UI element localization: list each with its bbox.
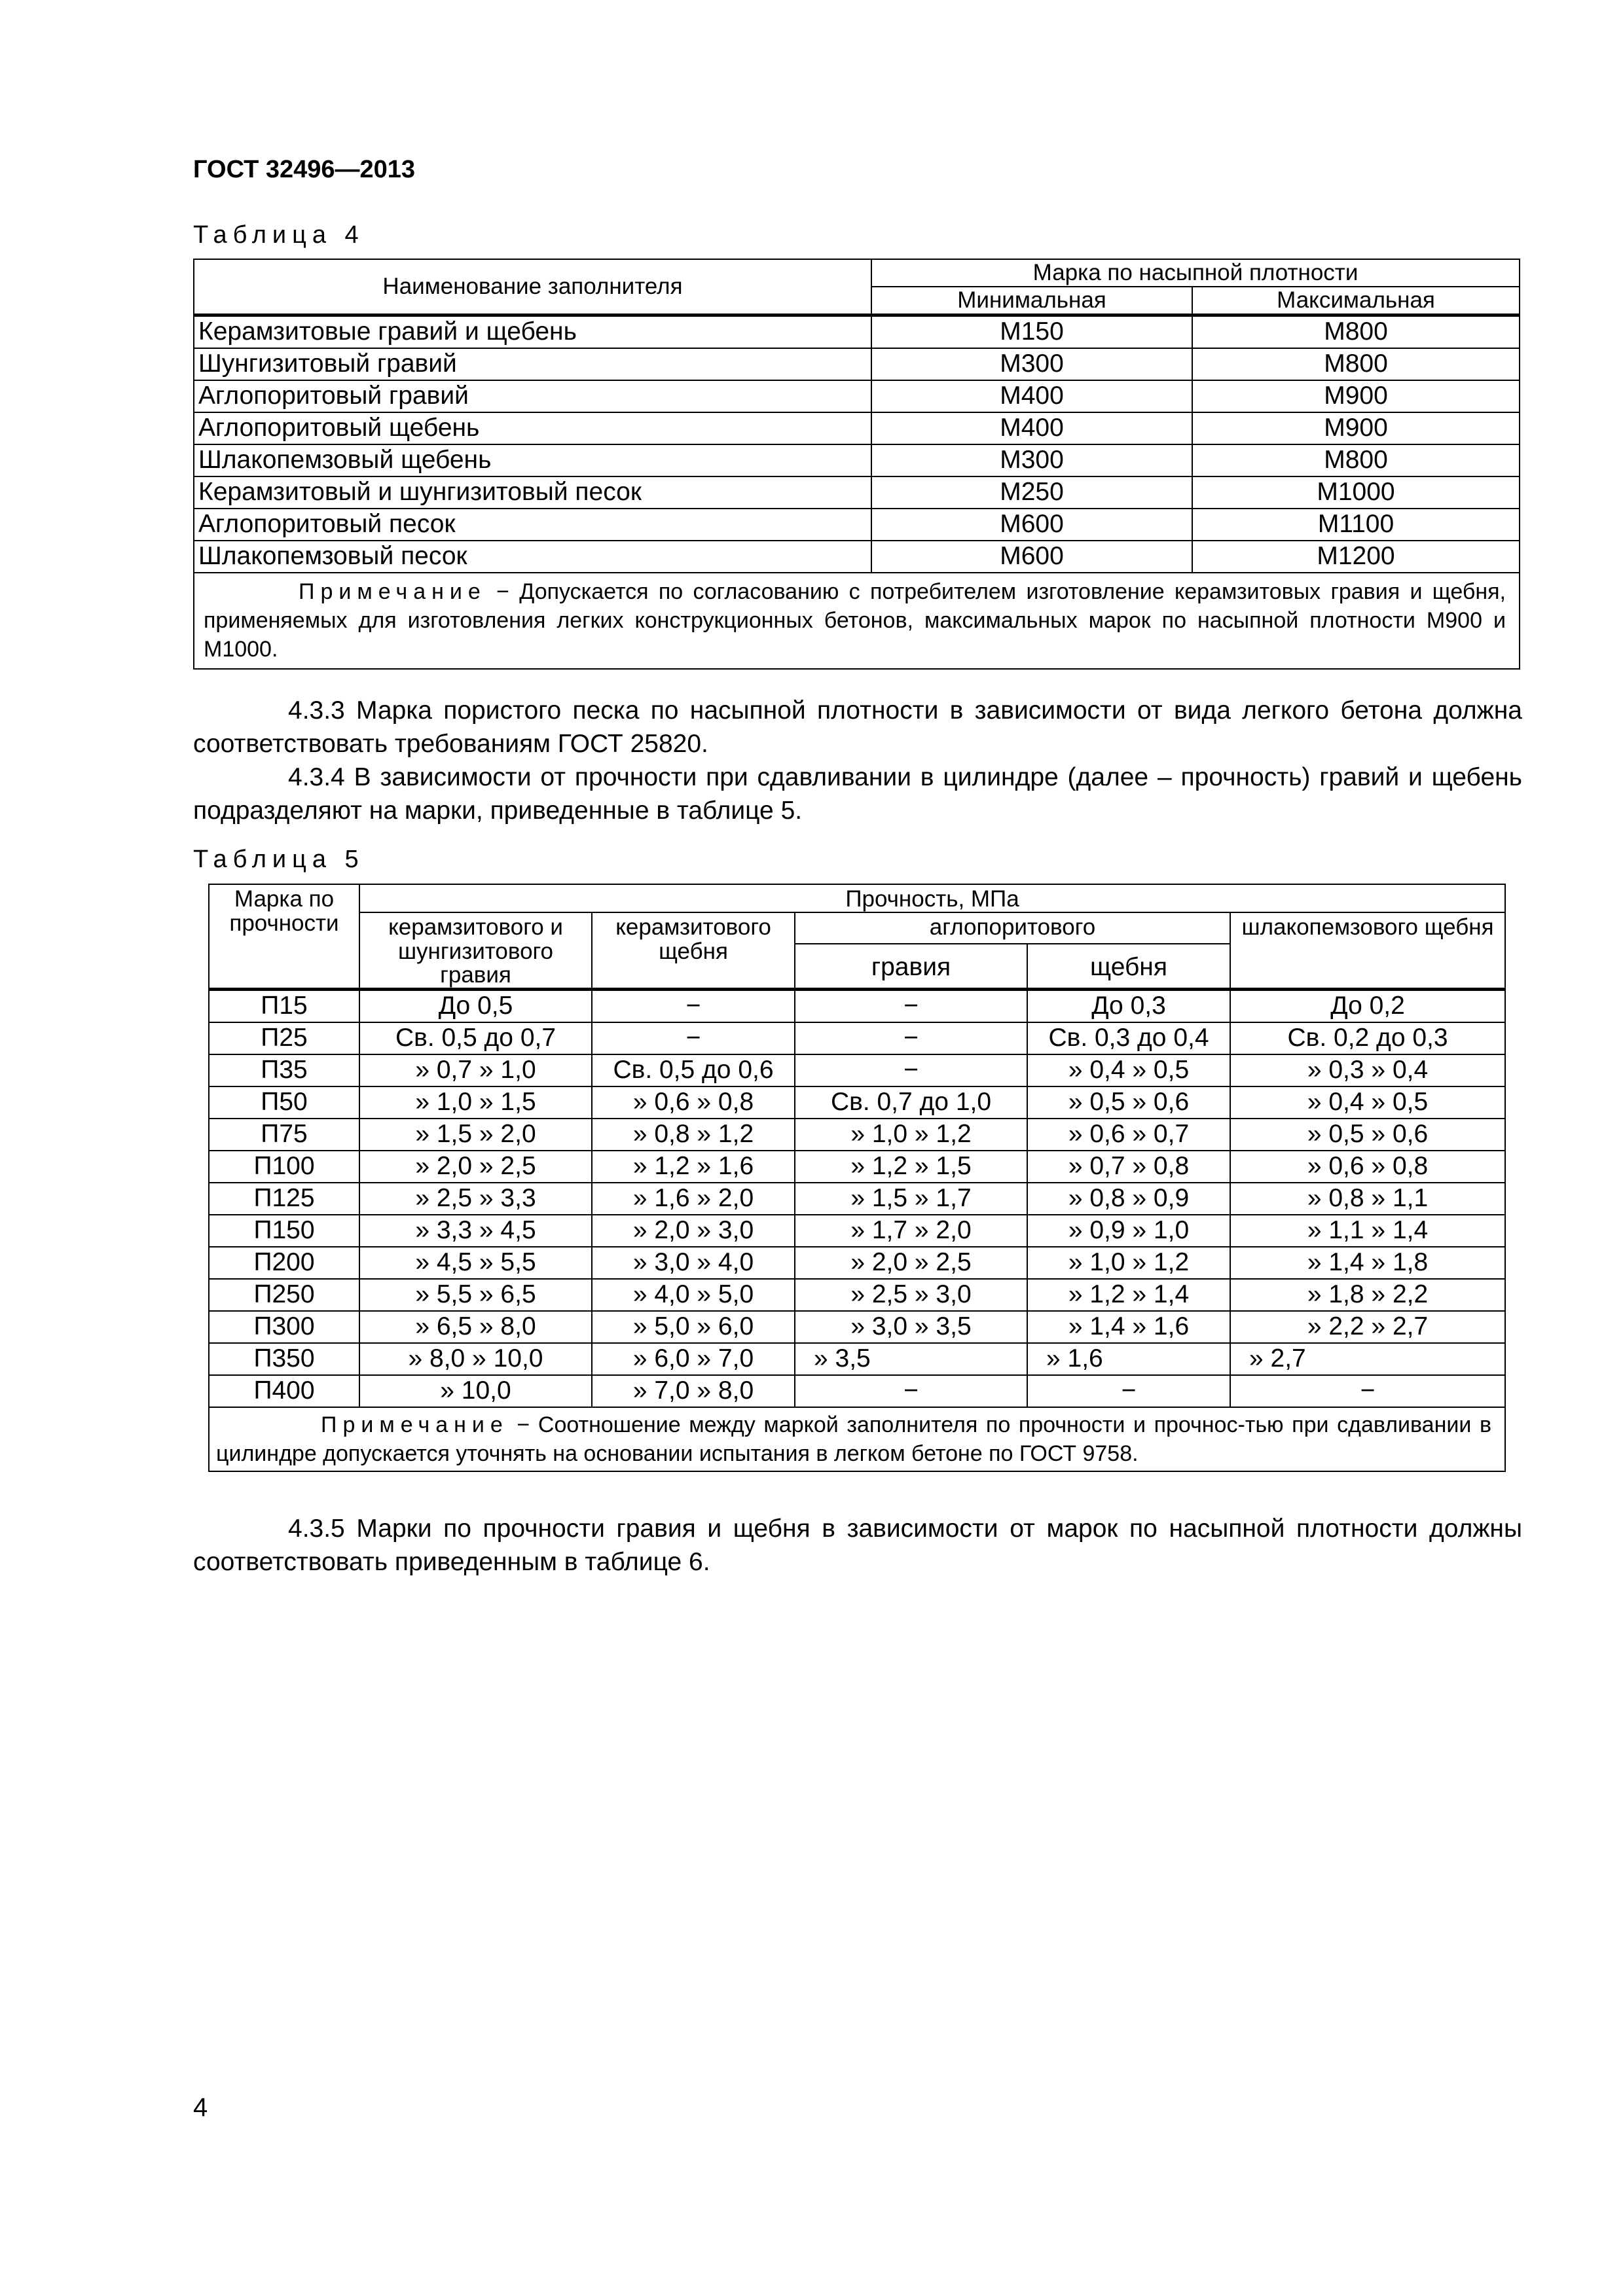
table-row <box>209 1183 1505 1215</box>
cell-keramzit-shungizit-gravel: » 5,5 » 6,5 <box>359 1279 592 1311</box>
col-header-agloporit: аглопоритового <box>795 912 1230 944</box>
cell-slag-pumice-crushed: » 0,8 » 1,1 <box>1230 1183 1505 1215</box>
cell-agloporit-gravel: − <box>795 1022 1027 1054</box>
cell-aggregate-name: Шлакопемзовый щебень <box>194 444 871 476</box>
cell-keramzit-crushed: » 1,2 » 1,6 <box>592 1151 795 1183</box>
cell-strength-grade: П300 <box>209 1311 359 1343</box>
col-header-max: Максимальная <box>1192 287 1520 315</box>
cell-strength-grade: П75 <box>209 1119 359 1151</box>
cell-slag-pumice-crushed: » 1,8 » 2,2 <box>1230 1279 1505 1311</box>
cell-aggregate-name: Аглопоритовый песок <box>194 509 871 541</box>
table-5-caption: Таблица 5 <box>193 846 365 873</box>
cell-aggregate-name: Керамзитовые гравий и щебень <box>194 315 871 349</box>
table-row <box>209 1022 1505 1054</box>
cell-max-grade: М900 <box>1192 412 1520 444</box>
cell-agloporit-crushed: » 1,2 » 1,4 <box>1027 1279 1230 1311</box>
cell-strength-grade: П400 <box>209 1375 359 1407</box>
table-row <box>209 1279 1505 1311</box>
cell-strength-grade: П25 <box>209 1022 359 1054</box>
cell-agloporit-crushed: − <box>1027 1375 1230 1407</box>
cell-min-grade: М400 <box>871 412 1192 444</box>
table-row <box>209 1086 1505 1119</box>
cell-keramzit-crushed: » 7,0 » 8,0 <box>592 1375 795 1407</box>
col-header-strength-grade: Марка по прочности <box>209 884 359 990</box>
page-number: 4 <box>193 2093 208 2122</box>
col-header-bulk-density-grade: Марка по насыпной плотности <box>871 259 1520 287</box>
cell-keramzit-shungizit-gravel: » 3,3 » 4,5 <box>359 1215 592 1247</box>
col-header-agloporit-gravel: гравия <box>795 944 1027 990</box>
cell-keramzit-crushed: » 5,0 » 6,0 <box>592 1311 795 1343</box>
table-row <box>209 1151 1505 1183</box>
cell-slag-pumice-crushed: Св. 0,2 до 0,3 <box>1230 1022 1505 1054</box>
cell-min-grade: М300 <box>871 444 1192 476</box>
cell-max-grade: М1200 <box>1192 541 1520 573</box>
cell-max-grade: М800 <box>1192 348 1520 380</box>
cell-min-grade: М600 <box>871 541 1192 573</box>
cell-keramzit-crushed: » 0,8 » 1,2 <box>592 1119 795 1151</box>
paragraph-block-2 <box>193 1512 1522 1579</box>
cell-agloporit-crushed: » 0,9 » 1,0 <box>1027 1215 1230 1247</box>
cell-agloporit-crushed: » 0,4 » 0,5 <box>1027 1054 1230 1086</box>
paragraphs-block <box>193 694 1522 827</box>
cell-slag-pumice-crushed: » 0,5 » 0,6 <box>1230 1119 1505 1151</box>
table-row <box>209 1343 1505 1375</box>
table-row <box>209 1375 1505 1407</box>
cell-keramzit-shungizit-gravel: » 1,5 » 2,0 <box>359 1119 592 1151</box>
cell-keramzit-shungizit-gravel: » 2,5 » 3,3 <box>359 1183 592 1215</box>
cell-min-grade: М300 <box>871 348 1192 380</box>
cell-keramzit-shungizit-gravel: » 6,5 » 8,0 <box>359 1311 592 1343</box>
cell-keramzit-shungizit-gravel: » 10,0 <box>359 1375 592 1407</box>
cell-keramzit-crushed: » 6,0 » 7,0 <box>592 1343 795 1375</box>
cell-strength-grade: П125 <box>209 1183 359 1215</box>
cell-agloporit-crushed: » 1,0 » 1,2 <box>1027 1247 1230 1279</box>
cell-keramzit-shungizit-gravel: » 4,5 » 5,5 <box>359 1247 592 1279</box>
table-5-note <box>209 1407 1505 1471</box>
col-header-slag-pumice-crushed: шлакопемзового щебня <box>1230 912 1505 990</box>
cell-min-grade: М400 <box>871 380 1192 412</box>
cell-slag-pumice-crushed: » 0,4 » 0,5 <box>1230 1086 1505 1119</box>
paragraph-4-3-5: 4.3.5 Марки по прочности гравия и щебня в зависимости от марок по насыпной плотности должны соответствовать приведенным в таблице 6. <box>193 1515 1522 1576</box>
table-row <box>194 315 1520 349</box>
cell-agloporit-gravel: » 2,0 » 2,5 <box>795 1247 1027 1279</box>
cell-aggregate-name: Аглопоритовый щебень <box>194 412 871 444</box>
table-4 <box>193 259 1520 670</box>
table-row <box>194 348 1520 380</box>
cell-max-grade: М900 <box>1192 380 1520 412</box>
table-row <box>194 476 1520 509</box>
cell-agloporit-gravel: » 1,0 » 1,2 <box>795 1119 1027 1151</box>
cell-agloporit-crushed: » 0,7 » 0,8 <box>1027 1151 1230 1183</box>
col-header-min: Минимальная <box>871 287 1192 315</box>
cell-agloporit-crushed: » 1,6 <box>1027 1343 1230 1375</box>
note-label: Примечание <box>321 1412 509 1437</box>
cell-slag-pumice-crushed: » 1,1 » 1,4 <box>1230 1215 1505 1247</box>
cell-keramzit-shungizit-gravel: » 2,0 » 2,5 <box>359 1151 592 1183</box>
paragraph-4-3-4: 4.3.4 В зависимости от прочности при сдавливании в цилиндре (далее – прочность) гравий и щебень подразделяют на марки, приведенные в таблице 5. <box>193 763 1522 825</box>
cell-slag-pumice-crushed: » 1,4 » 1,8 <box>1230 1247 1505 1279</box>
col-header-keramzit-crushed: керамзитового щебня <box>592 912 795 990</box>
cell-agloporit-gravel: » 1,2 » 1,5 <box>795 1151 1027 1183</box>
paragraph-4-3-3: 4.3.3 Марка пористого песка по насыпной плотности в зависимости от вида легкого бетона должна соответствовать требованиям ГОСТ 25820. <box>193 696 1522 758</box>
cell-max-grade: М1100 <box>1192 509 1520 541</box>
cell-strength-grade: П50 <box>209 1086 359 1119</box>
table-row <box>194 444 1520 476</box>
table-5-body <box>209 990 1505 1408</box>
table-row <box>209 1311 1505 1343</box>
cell-min-grade: М250 <box>871 476 1192 509</box>
cell-keramzit-crushed: » 0,6 » 0,8 <box>592 1086 795 1119</box>
cell-max-grade: М1000 <box>1192 476 1520 509</box>
note-label: Примечание <box>299 579 486 604</box>
cell-strength-grade: П350 <box>209 1343 359 1375</box>
cell-strength-grade: П200 <box>209 1247 359 1279</box>
cell-agloporit-gravel: » 3,5 <box>795 1343 1027 1375</box>
cell-agloporit-crushed: » 0,5 » 0,6 <box>1027 1086 1230 1119</box>
table-row <box>209 1054 1505 1086</box>
cell-agloporit-crushed: » 0,8 » 0,9 <box>1027 1183 1230 1215</box>
table-row <box>209 1215 1505 1247</box>
cell-slag-pumice-crushed: − <box>1230 1375 1505 1407</box>
col-header-agloporit-crushed: щебня <box>1027 944 1230 990</box>
cell-min-grade: М600 <box>871 509 1192 541</box>
col-header-aggregate-name: Наименование заполнителя <box>194 259 871 315</box>
cell-slag-pumice-crushed: До 0,2 <box>1230 990 1505 1023</box>
cell-aggregate-name: Аглопоритовый гравий <box>194 380 871 412</box>
cell-strength-grade: П15 <box>209 990 359 1023</box>
cell-aggregate-name: Шунгизитовый гравий <box>194 348 871 380</box>
cell-keramzit-shungizit-gravel: » 0,7 » 1,0 <box>359 1054 592 1086</box>
cell-keramzit-shungizit-gravel: » 8,0 » 10,0 <box>359 1343 592 1375</box>
cell-agloporit-gravel: » 1,5 » 1,7 <box>795 1183 1027 1215</box>
note-text: − Соотношение между маркой заполнителя по прочности и прочнос-тью при сдавливании в цилиндре допускается уточнять на основании испытания в легком бетоне по ГОСТ 9758. <box>216 1412 1492 1467</box>
table-4-caption: Таблица 4 <box>193 221 365 249</box>
cell-aggregate-name: Шлакопемзовый песок <box>194 541 871 573</box>
cell-slag-pumice-crushed: » 2,7 <box>1230 1343 1505 1375</box>
cell-agloporit-gravel: » 1,7 » 2,0 <box>795 1215 1027 1247</box>
cell-slag-pumice-crushed: » 0,6 » 0,8 <box>1230 1151 1505 1183</box>
table-row <box>209 1119 1505 1151</box>
cell-agloporit-crushed: До 0,3 <box>1027 990 1230 1023</box>
cell-keramzit-crushed: » 1,6 » 2,0 <box>592 1183 795 1215</box>
note-text: − Допускается по согласованию с потребителем изготовление керамзитовых гравия и щебня, применяемых для изготовления легких конструкционных бетонов, максимальных марок по насыпной плотности М900 и М1000. <box>204 579 1506 662</box>
cell-keramzit-crushed: » 4,0 » 5,0 <box>592 1279 795 1311</box>
table-row <box>194 541 1520 573</box>
col-header-keramzit-shungizit-gravel: керамзитового и шунгизитового гравия <box>359 912 592 990</box>
cell-max-grade: М800 <box>1192 444 1520 476</box>
cell-strength-grade: П250 <box>209 1279 359 1311</box>
cell-strength-grade: П35 <box>209 1054 359 1086</box>
cell-strength-grade: П100 <box>209 1151 359 1183</box>
cell-agloporit-gravel: Св. 0,7 до 1,0 <box>795 1086 1027 1119</box>
cell-keramzit-shungizit-gravel: Св. 0,5 до 0,7 <box>359 1022 592 1054</box>
cell-slag-pumice-crushed: » 0,3 » 0,4 <box>1230 1054 1505 1086</box>
table-row <box>209 1247 1505 1279</box>
cell-agloporit-gravel: » 3,0 » 3,5 <box>795 1311 1027 1343</box>
cell-agloporit-gravel: » 2,5 » 3,0 <box>795 1279 1027 1311</box>
document-header: ГОСТ 32496—2013 <box>193 156 416 183</box>
cell-keramzit-shungizit-gravel: » 1,0 » 1,5 <box>359 1086 592 1119</box>
cell-keramzit-crushed: − <box>592 990 795 1023</box>
cell-agloporit-gravel: − <box>795 990 1027 1023</box>
table-4-note <box>194 573 1520 669</box>
cell-aggregate-name: Керамзитовый и шунгизитовый песок <box>194 476 871 509</box>
table-row <box>209 990 1505 1023</box>
cell-min-grade: М150 <box>871 315 1192 349</box>
table-4-body <box>194 315 1520 573</box>
cell-agloporit-crushed: Св. 0,3 до 0,4 <box>1027 1022 1230 1054</box>
cell-slag-pumice-crushed: » 2,2 » 2,7 <box>1230 1311 1505 1343</box>
cell-keramzit-crushed: » 3,0 » 4,0 <box>592 1247 795 1279</box>
table-row <box>194 412 1520 444</box>
cell-keramzit-shungizit-gravel: До 0,5 <box>359 990 592 1023</box>
table-row <box>194 509 1520 541</box>
cell-keramzit-crushed: Св. 0,5 до 0,6 <box>592 1054 795 1086</box>
table-5 <box>208 884 1506 1472</box>
cell-agloporit-gravel: − <box>795 1054 1027 1086</box>
cell-agloporit-crushed: » 0,6 » 0,7 <box>1027 1119 1230 1151</box>
cell-strength-grade: П150 <box>209 1215 359 1247</box>
cell-agloporit-crushed: » 1,4 » 1,6 <box>1027 1311 1230 1343</box>
cell-keramzit-crushed: » 2,0 » 3,0 <box>592 1215 795 1247</box>
col-header-strength-mpa: Прочность, МПа <box>359 884 1505 912</box>
cell-keramzit-crushed: − <box>592 1022 795 1054</box>
cell-agloporit-gravel: − <box>795 1375 1027 1407</box>
cell-max-grade: М800 <box>1192 315 1520 349</box>
table-row <box>194 380 1520 412</box>
